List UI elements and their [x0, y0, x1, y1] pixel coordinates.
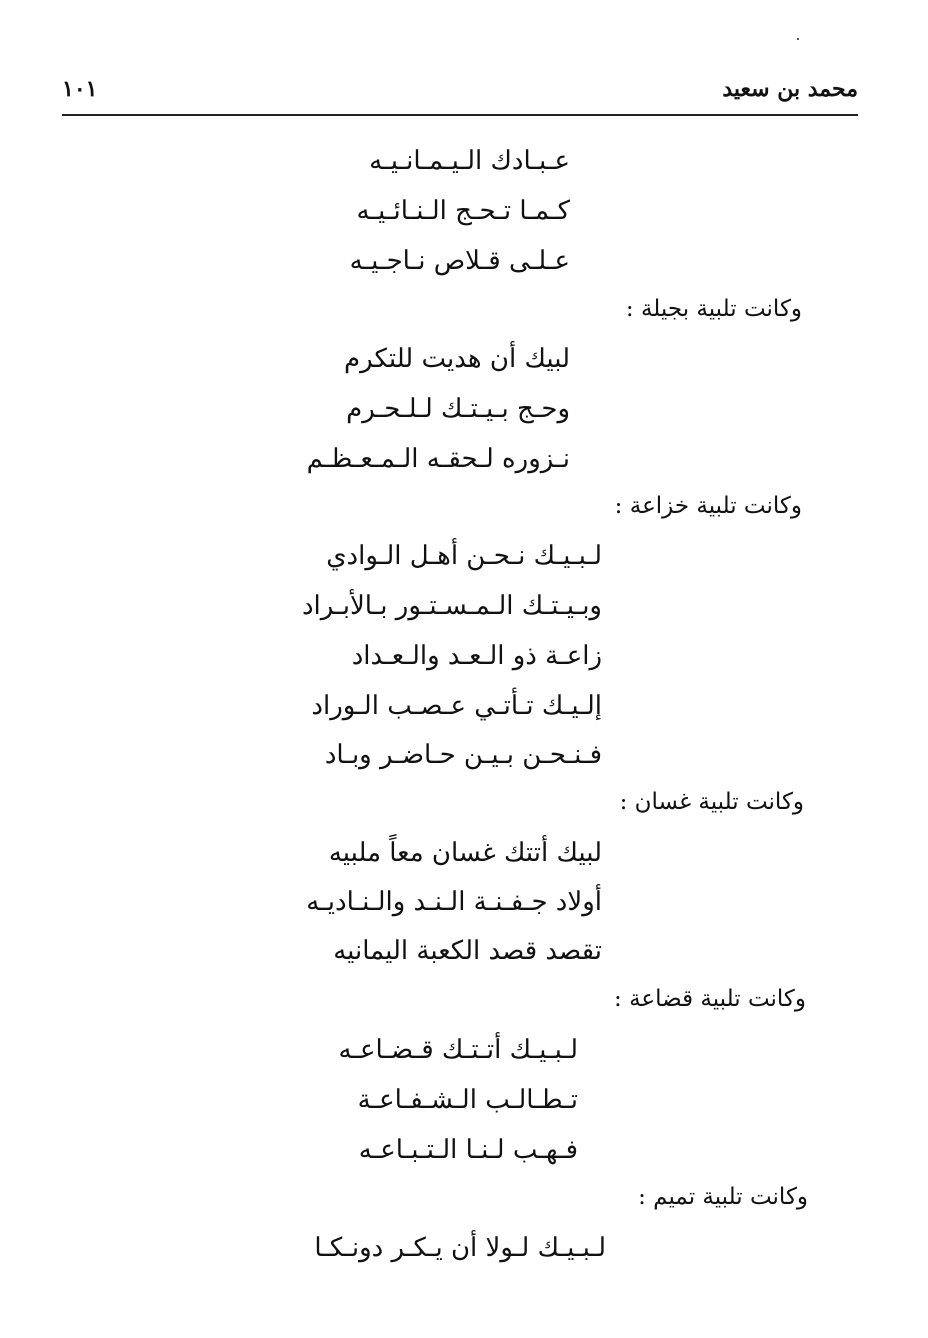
section-intro-ghassan: وكانت تلبية غسان : — [619, 789, 804, 815]
section-intro-tamim: وكانت تلبية تميم : — [638, 1184, 808, 1210]
verse-line: تقصد قصد الكعبة اليمانيه — [333, 936, 602, 966]
page-header — [62, 74, 858, 116]
page-number: ١٠١ — [62, 76, 98, 102]
verse-line: تـطـالـب الـشـفـاعـة — [357, 1085, 578, 1115]
verse-line: فـهـب لـنـا الـتـبـاعـه — [358, 1135, 578, 1165]
section-intro-bajila: وكانت تلبية بجيلة : — [625, 296, 802, 322]
verse-line: وحـج بـيـتـك لـلـحـرم — [346, 394, 570, 424]
verse-line: لبيك أن هديت للتكرم — [344, 344, 570, 374]
verse-line: نـزوره لـحقـه الـمـعـظـم — [306, 444, 570, 474]
verse-line: وبـيـتـك الـمـسـتـور بـالأبـراد — [301, 591, 602, 621]
verse-line: فـنـحـن بـيـن حـاضـر وبـاد — [324, 740, 602, 770]
verse-line: إلـيـك تـأتـي عـصـب الـوراد — [311, 691, 602, 721]
verse-line: لـبـيـك أتـتـك قـضـاعـه — [338, 1035, 578, 1065]
verse-line: لـبـيـك نـحـن أهـل الـوادي — [326, 541, 602, 571]
section-intro-qudaa: وكانت تلبية قضاعة : — [614, 986, 806, 1012]
verse-line: أولاد جـفـنـة الـنـد والـنـاديـه — [306, 887, 602, 917]
verse-line: لبيك أتتك غسان معاً ملبيه — [328, 838, 602, 868]
scan-speck — [797, 38, 799, 40]
verse-line: كـمـا تـحـج الـنـائـيـه — [356, 196, 570, 226]
running-title: محمد بن سعيد — [722, 76, 858, 102]
verse-line: عـلـى قـلاص نـاجـيـه — [349, 246, 570, 276]
verse-line: لـبـيـك لـولا أن يـكـر دونـكـا — [314, 1233, 606, 1263]
verse-line: زاعـة ذو الـعـد والـعـداد — [351, 641, 602, 671]
verse-line: عـبـادك الـيـمـانـيـه — [369, 146, 570, 176]
section-intro-khuzaa: وكانت تلبية خزاعة : — [614, 493, 802, 519]
